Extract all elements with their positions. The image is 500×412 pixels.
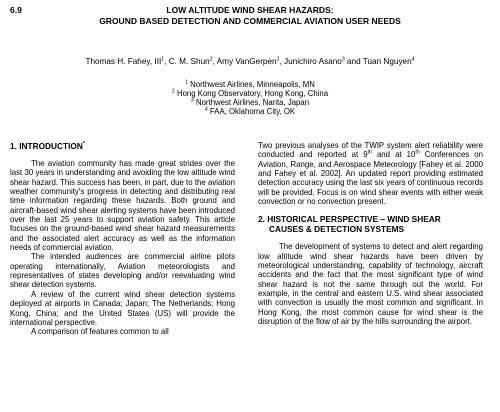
- paper-number: 6.9: [10, 5, 22, 15]
- ordinal-suffix: th: [415, 149, 420, 156]
- paragraph: The intended audiences are commercial airline pilots operating internationally, Aviation meteorologists and representatives of states developing and/or reevaluating wind shear detection systems.: [10, 252, 235, 290]
- affil-text: Northwest Airlines, Minneapolis, MN: [187, 80, 315, 89]
- author-list: [0, 57, 500, 67]
- author-affil-mark: 2: [209, 56, 213, 63]
- affil-mark: 4: [204, 106, 208, 113]
- author-name: , Amy VanGerpen: [212, 57, 277, 66]
- affiliation-list: [0, 80, 500, 116]
- paragraph-text: Conferences on Aviation, Range, and Aerospace Meteorology [Fahey et al. 2000 and Fahey et al. 2002]. An updated report providing estimated detection accuracy using the last six years of continuous records will be provided. Focus is on wind shear events with either weak convection or no convection present.: [258, 150, 483, 207]
- heading-text: CAUSES & DETECTION SYSTEMS: [269, 224, 405, 235]
- author-name: , Junichiro Asano: [279, 57, 342, 66]
- author-affil-mark: 3: [341, 56, 345, 63]
- author-name: Thomas H. Fahey, III: [85, 57, 162, 66]
- affiliation-line: [0, 98, 500, 107]
- ordinal-suffix: th: [367, 149, 372, 156]
- paragraph-text: Two previous analyses of the TWIP system alert reliability were conducted and reported at 9: [258, 141, 483, 160]
- paper-title: [30, 5, 470, 26]
- author-name: , C. M. Shun: [164, 57, 210, 66]
- title-line-1: LOW ALTITUDE WIND SHEAR HAZARDS:: [166, 5, 334, 15]
- affil-mark: 2: [171, 88, 175, 95]
- author-affil-mark: 1: [276, 56, 280, 63]
- heading-text: 2. HISTORICAL PERSPECTIVE – WIND SHEAR: [258, 214, 441, 225]
- heading-text: 1. INTRODUCTION: [10, 141, 83, 151]
- paragraph: A comparison of features common to all: [31, 327, 169, 337]
- section-heading: [258, 214, 483, 234]
- affil-text: Hong Kong Observatory, Hong Kong, China: [174, 89, 329, 98]
- right-column: [258, 141, 483, 327]
- paragraph: [258, 141, 483, 206]
- paragraph: The development of systems to detect and alert regarding low altitude wind shear hazards have been driven by meteorological understanding, capability of technology, aircraft accidents and the fact that the most significant type of wind shear hazard is not the same through out the world. For example, in the central and eastern U.S. wind shear associated with convection is usually the most common and significant. In Hong Kong, the most common cause for wind shear is the disruption of the flow of air by the hills surrounding the airport.: [258, 242, 483, 327]
- affil-text: Northwest Airlines, Narita, Japan: [193, 98, 310, 107]
- affil-mark: 1: [185, 79, 188, 86]
- left-column: [10, 141, 235, 337]
- affiliation-line: [0, 107, 500, 116]
- paragraph: The aviation community has made great strides over the last 30 years in understanding and avoiding the low altitude wind shear hazard. This success has been, in part, due to the aviation weather community's progress in detecting and distributing real time information regarding these hazards. Both ground and aircraft-based wind shear alerting systems have been introduced over the last 25 years to support aviation safety. This article focuses on the ground-based wind shear hazard measurements and the associated alert accuracy as well as the information needs of commercial aviation.: [10, 159, 235, 253]
- author-name: and Tuan Nguyen: [344, 57, 412, 66]
- affiliation-line: [0, 80, 500, 89]
- title-line-2: GROUND BASED DETECTION AND COMMERCIAL AVIATION USER NEEDS: [99, 15, 401, 26]
- author-affil-mark: 1: [161, 56, 165, 63]
- section-heading: [10, 141, 235, 151]
- affiliation-line: [0, 89, 500, 98]
- affil-text: FAA, Oklahoma City, OK: [207, 107, 296, 116]
- affil-mark: 3: [190, 97, 194, 104]
- footnote-mark: *: [82, 141, 85, 148]
- author-affil-mark: 4: [411, 56, 415, 63]
- paragraph-text: and at 10: [371, 150, 416, 160]
- paragraph: A review of the current wind shear detection systems deployed at airports in Canada; Japan; The Netherlands; Hong Kong, China; and the United States (US) will provide the international perspective.: [10, 289, 235, 327]
